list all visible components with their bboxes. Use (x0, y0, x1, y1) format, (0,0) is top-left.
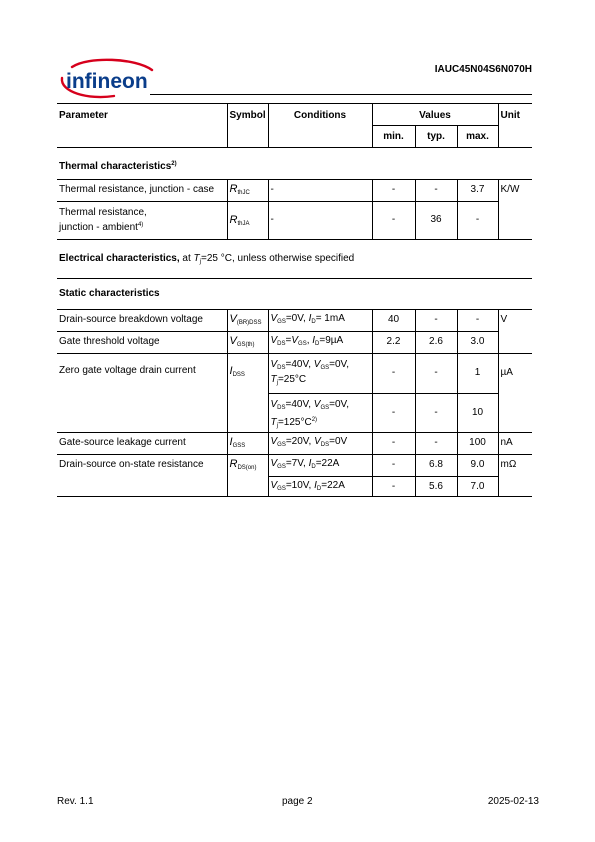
table-header-row (57, 104, 532, 126)
col-typ: typ. (415, 126, 457, 148)
footer-page: page 2 (282, 796, 313, 807)
table-row: Gate threshold voltage $V_{GS(th)}$ $V_{DS}=V_{GS}$, $I_D=9\mu A$ 2.2 2.6 3.0 (57, 332, 532, 354)
table-row: Zero gate voltage drain current $I_{DSS}$ $V_{DS}=40V$, $V_{GS}=0V$, $T_j=25^\circ C$ - - 1 µA (57, 354, 532, 394)
footer-date: 2025-02-13 (487, 796, 539, 807)
col-parameter: Parameter (57, 104, 227, 148)
electrical-heading: Electrical characteristics, at $T_j=25$ °C, unless otherwise specified (57, 240, 532, 279)
col-values: Values (372, 104, 498, 126)
svg-text:infineon: infineon (66, 70, 148, 93)
col-conditions: Conditions (268, 104, 372, 148)
static-heading: Static characteristics (59, 288, 160, 299)
header-rule (150, 94, 532, 95)
footer-revision: Rev. 1.1 (57, 796, 94, 807)
col-min: min. (372, 126, 415, 148)
thermal-heading: Thermal characteristics$^{2)}$ (59, 161, 177, 172)
part-number: IAUC45N04S6N070H (434, 64, 532, 75)
table-row: Drain-source breakdown voltage $V_{(BR)DSS}$ $V_{GS}=0V$, $I_D= 1mA$ 40 - - V (57, 310, 532, 332)
col-symbol: Symbol (227, 104, 268, 148)
infineon-logo (58, 58, 154, 100)
characteristics-table: Parameter Symbol Conditions Values Unit min. typ. max. Thermal characteristics$^{2)}$ Thermal resistance, junction - case $R_{thJC}$ - - - 3.7 K/W Thermal resistance, junction - ambient$^{4)}$ $R_{thJA}$ - - 36 - Electrical characteristics, at $T_j=25$ °C, unless otherwise specified Static characteristics Drain-source breakdown voltage $V_{(BR)DSS}$ $V_{GS}=0V$, $I_D= 1mA$ 40 - - V Gate threshold voltage $V_{GS(th)}$ $V_{DS}=V_{GS}$, $I_D=9\mu A$ 2.2 2.6 3.0 Zero gate voltage drain current $I_{DSS}$ $V_{DS}=40V$, $V_{GS}=0V$, $T_j=25^\circ C$ - - 1 µA $V_{DS}=40V$, $V_{GS}=0V$, $T_j=125^\circ C^{2)}$ - - 10 Gate-source leakage current $I_{GSS}$ $V_{GS}=20V$, $V_{DS}=0V$ - - 100 nA Drain-source on-state resistance $R_{DS(on)}$ $V_{GS}=7V$, $I_D=22A$ - 6.8 9.0 mΩ $V_{GS}=10V$, $I_D=22A$ - 5.6 7.0 (57, 103, 532, 497)
table-row: Thermal resistance, junction - ambient$^{4)}$ $R_{thJA}$ - - 36 - (57, 202, 532, 240)
table-row: Thermal resistance, junction - case $R_{thJC}$ - - - 3.7 K/W (57, 180, 532, 202)
col-unit: Unit (498, 104, 532, 148)
table-row: Gate-source leakage current $I_{GSS}$ $V_{GS}=20V$, $V_{DS}=0V$ - - 100 nA (57, 433, 532, 455)
col-max: max. (457, 126, 498, 148)
table-row: Drain-source on-state resistance $R_{DS(on)}$ $V_{GS}=7V$, $I_D=22A$ - 6.8 9.0 mΩ (57, 455, 532, 477)
